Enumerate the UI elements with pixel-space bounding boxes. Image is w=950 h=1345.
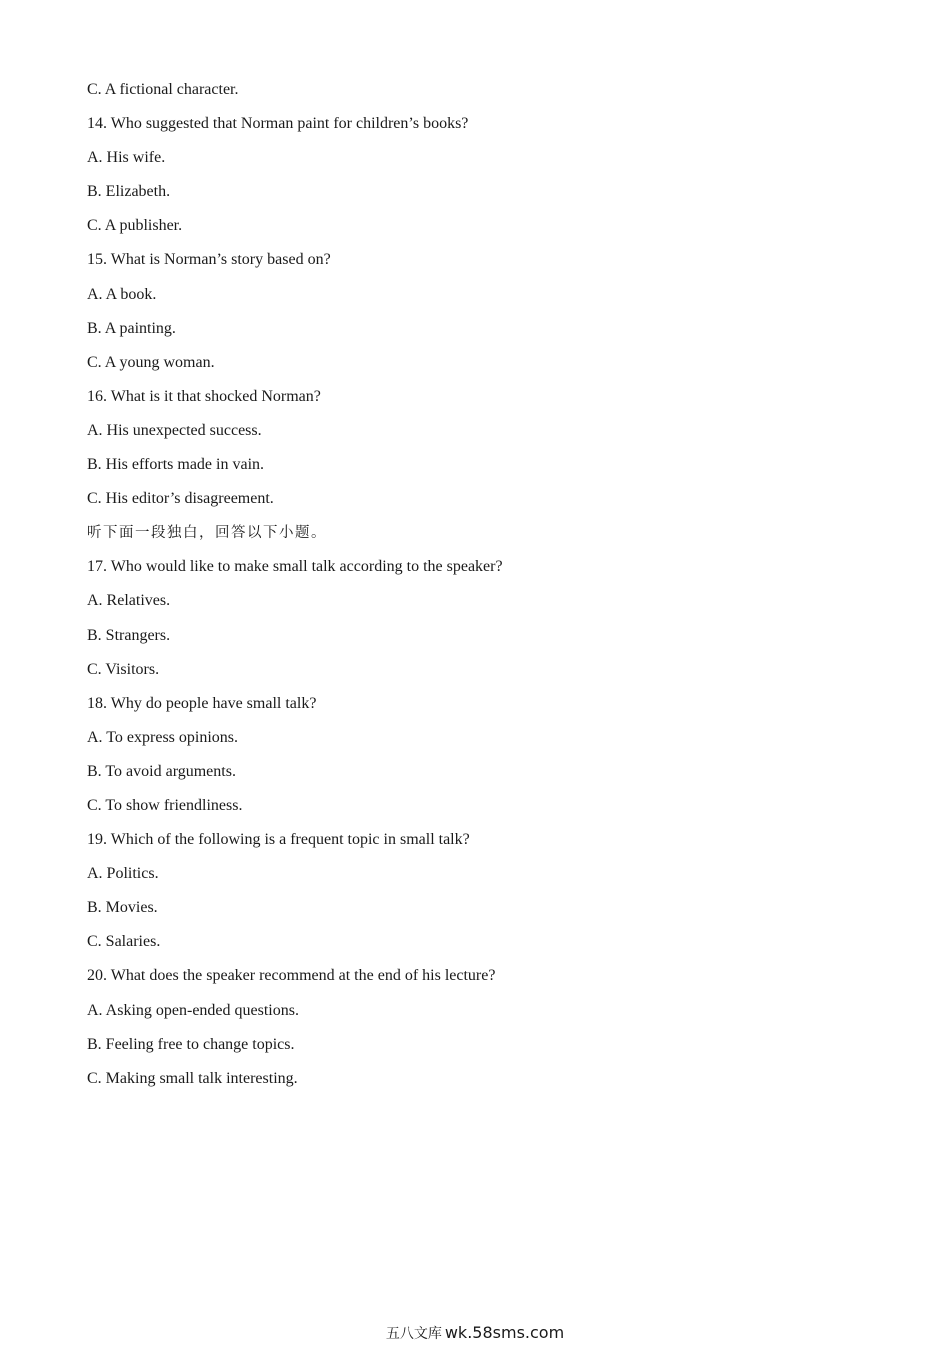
option-c-q19: C. Salaries.	[87, 933, 161, 951]
footer-site-url[interactable]: wk.58sms.com	[444, 1323, 565, 1342]
option-b-q14: B. Elizabeth.	[87, 183, 171, 201]
option-b-q17: B. Strangers.	[87, 626, 171, 644]
document-body	[87, 73, 867, 1096]
question-15: 15. What is Norman’s story based on?	[87, 251, 331, 269]
question-16: 16. What is it that shocked Norman?	[87, 387, 321, 405]
option-c-q18: C. To show friendliness.	[87, 796, 243, 814]
footer-site-name: 五八文库	[385, 1326, 442, 1342]
page-footer	[0, 1322, 950, 1345]
option-a-q18: A. To express opinions.	[87, 728, 239, 746]
option-c-q17: C. Visitors.	[87, 660, 160, 678]
option-b-q20: B. Feeling free to change topics.	[87, 1035, 295, 1053]
question-19: 19. Which of the following is a frequent topic in small talk?	[87, 831, 470, 849]
option-b-q18: B. To avoid arguments.	[87, 762, 236, 780]
option-c-q14: C. A publisher.	[87, 217, 183, 235]
option-b-q19: B. Movies.	[87, 899, 158, 917]
option-a-q15: A. A book.	[87, 285, 157, 303]
question-14: 14. Who suggested that Norman paint for children’s books?	[87, 115, 469, 133]
option-b-q15: B. A painting.	[87, 319, 176, 337]
option-c-q13: C. A fictional character.	[87, 81, 239, 98]
option-a-q19: A. Politics.	[87, 865, 159, 883]
option-a-q20: A. Asking open-ended questions.	[87, 1001, 299, 1019]
question-18: 18. Why do people have small talk?	[87, 694, 317, 712]
question-17: 17. Who would like to make small talk according to the speaker?	[87, 558, 503, 576]
option-a-q16: A. His unexpected success.	[87, 421, 262, 439]
option-a-q14: A. His wife.	[87, 149, 166, 167]
option-b-q16: B. His efforts made in vain.	[87, 456, 265, 474]
option-c-q16: C. His editor’s disagreement.	[87, 490, 274, 508]
option-c-q20: C. Making small talk interesting.	[87, 1069, 298, 1087]
option-a-q17: A. Relatives.	[87, 592, 171, 610]
section-instruction: 听下面一段独白，回答以下小题。	[87, 525, 327, 542]
option-c-q15: C. A young woman.	[87, 353, 215, 371]
question-20: 20. What does the speaker recommend at the end of his lecture?	[87, 967, 496, 985]
